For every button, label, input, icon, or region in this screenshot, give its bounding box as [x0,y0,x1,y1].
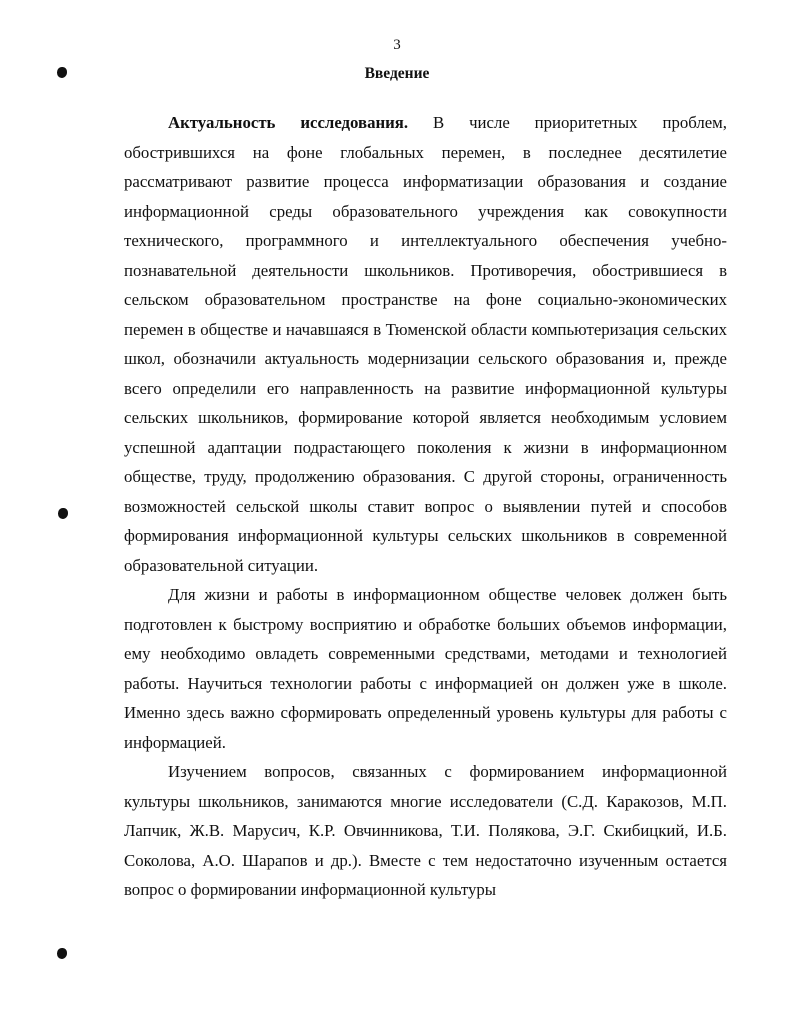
page-number: 3 [393,37,401,53]
section-heading: Введение [364,65,430,82]
paragraph-researchers: Изучением вопросов, связанных с формированием информационной культуры школьников, занимаются многие исследователи (С.Д. Каракозов, М.П. Лапчик, Ж.В. Марусич, К.Р. Овчинникова, Т.И. Полякова, Э.Г. Скибицкий, И.Б. Соколова, А.О. Шарапов и др.). Вместе с тем недостаточно изученным остается вопрос о формировании информационной культуры [124,762,727,899]
binder-hole-mark [58,508,68,519]
binder-hole-mark [57,948,67,959]
document-body [124,108,727,905]
paragraph-text: В числе приоритетных проблем, обострившихся на фоне глобальных перемен, в последнее десятилетие рассматривают развитие процесса информатизации образования и создание информационной среды образовательного учреждения как совокупности технического, программного и интеллектуального обеспечения учебно-познавательной деятельности школьников. Противоречия, обострившиеся в сельском образовательном пространстве на фоне социально-экономических перемен в обществе и начавшаяся в Тюменской области компьютеризация сельских школ, обозначили актуальность модернизации сельского образования и, прежде всего определили его направленность на развитие информационной культуры сельских школьников, формирование которой является необходимым условием успешной адаптации подрастающего поколения к жизни в информационном обществе, труду, продолжению образования. С другой стороны, ограниченность возможностей сельской школы ставит вопрос о выявлении путей и способов формирования информационной культуры сельских школьников в современной образовательной ситуации. [124,113,727,575]
paragraph-lead: Актуальность исследования. [168,113,409,132]
paragraph-relevance [124,108,727,580]
paragraph-information-society: Для жизни и работы в информационном обществе человек должен быть подготовлен к быстрому восприятию и обработке больших объемов информации, ему необходимо овладеть современными средствами, методами и технологией работы. Научиться технологии работы с информацией он должен уже в школе. Именно здесь важно сформировать определенный уровень культуры для работы с информацией. [124,585,727,752]
